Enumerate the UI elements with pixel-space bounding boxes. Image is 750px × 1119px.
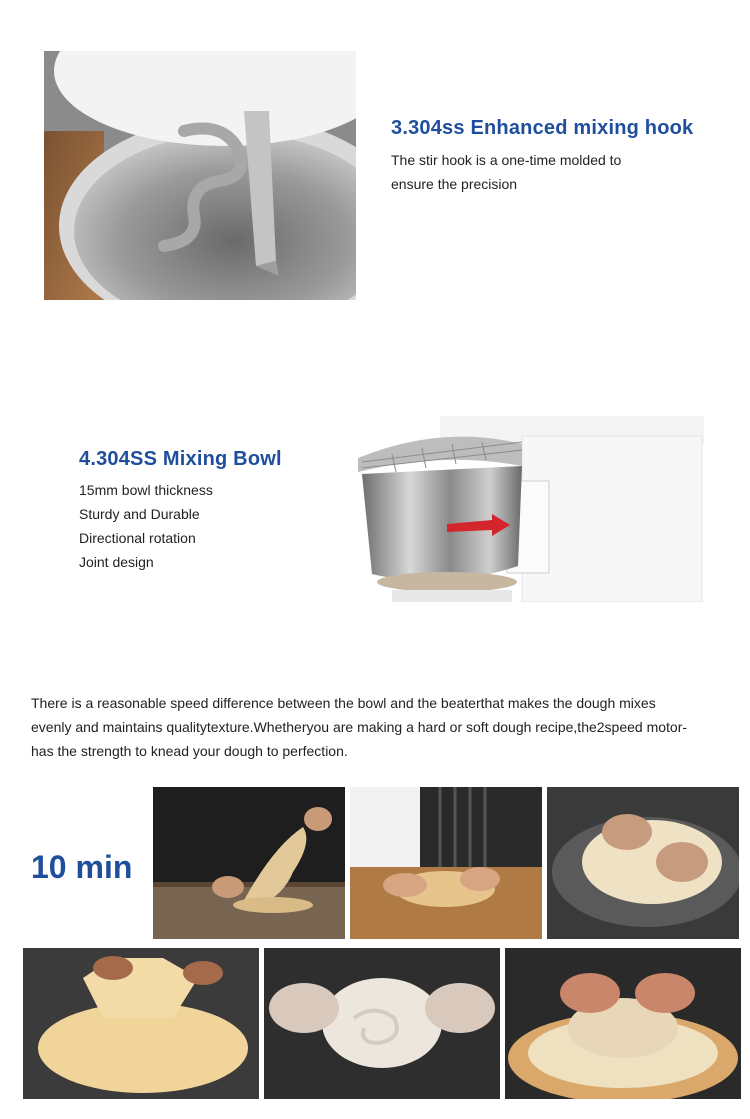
description-line-2: evenly and maintains qualitytexture.Whetheryou are making a hard or soft dough recipe,the2speed motor- xyxy=(31,719,688,735)
bowl-feature-4: Joint design xyxy=(79,554,154,570)
hook-description-line-1: The stir hook is a one-time molded to xyxy=(391,152,622,168)
kneading-photo-5 xyxy=(264,948,500,1099)
kneading-photo-4 xyxy=(23,948,259,1099)
kneading-time-label: 10 min xyxy=(31,849,133,885)
bowl-section-title: 4.304SS Mixing Bowl xyxy=(79,448,282,470)
kneading-photo-3 xyxy=(547,787,739,939)
hook-section-title: 3.304ss Enhanced mixing hook xyxy=(391,117,694,139)
kneading-photo-2 xyxy=(350,787,542,939)
description-line-1: There is a reasonable speed difference between the bowl and the beaterthat makes the dough mixes xyxy=(31,695,656,711)
bowl-feature-3: Directional rotation xyxy=(79,530,196,546)
description-line-3: has the strength to knead your dough to perfection. xyxy=(31,743,348,759)
kneading-photo-6 xyxy=(505,948,741,1099)
hook-description-line-2: ensure the precision xyxy=(391,176,518,192)
bowl-feature-1: 15mm bowl thickness xyxy=(79,482,213,498)
mixing-hook-photo xyxy=(44,51,356,300)
bowl-feature-2: Sturdy and Durable xyxy=(79,506,200,522)
mixing-bowl-photo xyxy=(352,416,704,602)
kneading-photo-1 xyxy=(153,787,345,939)
